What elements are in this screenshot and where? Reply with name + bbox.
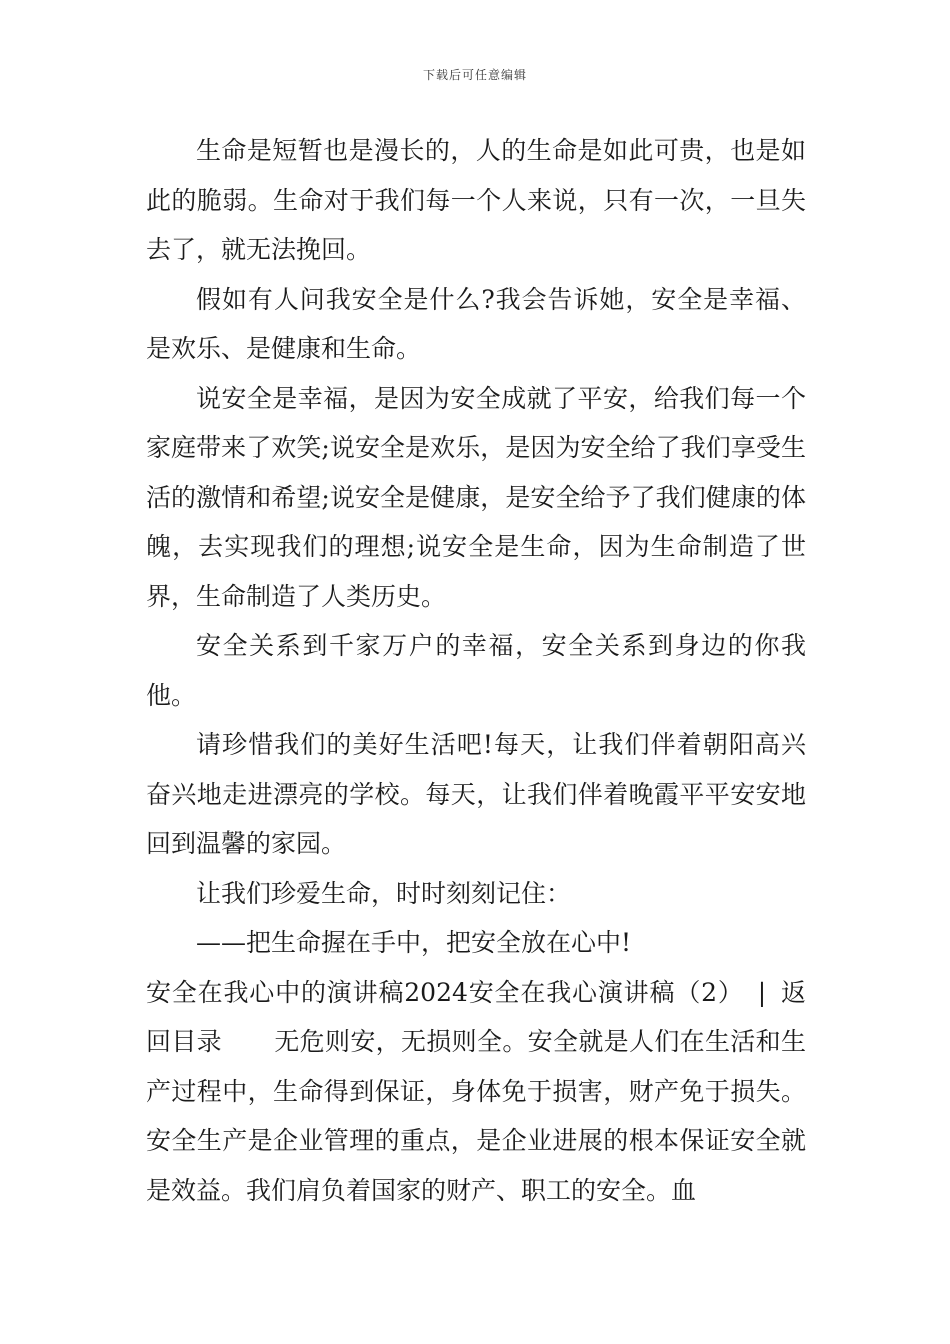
separator: | — [757, 977, 767, 1007]
section-title: 安全在我心中的演讲稿2024安全在我心演讲稿（2） — [146, 977, 744, 1007]
paragraph: 假如有人问我安全是什么?我会告诉她，安全是幸福、是欢乐、是健康和生命。 — [146, 284, 806, 363]
paragraph: 安全关系到千家万户的幸福，安全关系到身边的你我他。 — [146, 631, 806, 710]
section-paragraph — [146, 968, 806, 1216]
header-note: 下载后可任意编辑 — [422, 68, 527, 82]
paragraph: 请珍惜我们的美好生活吧!每天，让我们伴着朝阳高兴奋兴地走进漂亮的学校。每天，让我们伴着晚霞平平安安地回到温馨的家园。 — [146, 730, 806, 858]
section-body: 无危则安，无损则全。安全就是人们在生活和生产过程中，生命得到保证，身体免于损害，财产免于损失。安全生产是企业管理的重点，是企业进展的根本保证安全就是效益。我们肩负着国家的财产、职工的安全。血 — [146, 1027, 806, 1205]
paragraph: 生命是短暂也是漫长的，人的生命是如此可贵，也是如此的脆弱。生命对于我们每一个人来说，只有一次，一旦失去了，就无法挽回。 — [146, 136, 806, 264]
paragraph: 说安全是幸福，是因为安全成就了平安，给我们每一个家庭带来了欢笑;说安全是欢乐，是因为安全给了我们享受生活的激情和希望;说安全是健康，是安全给予了我们健康的体魄，去实现我们的理想;说安全是生命，因为生命制造了世界，生命制造了人类历史。 — [146, 383, 806, 611]
paragraph: 让我们珍爱生命，时时刻刻记住： — [196, 878, 572, 908]
back-to-toc-link[interactable]: 返回目录 — [146, 977, 806, 1056]
document-body — [146, 126, 806, 1215]
paragraph: ——把生命握在手中，把安全放在心中! — [196, 928, 632, 957]
